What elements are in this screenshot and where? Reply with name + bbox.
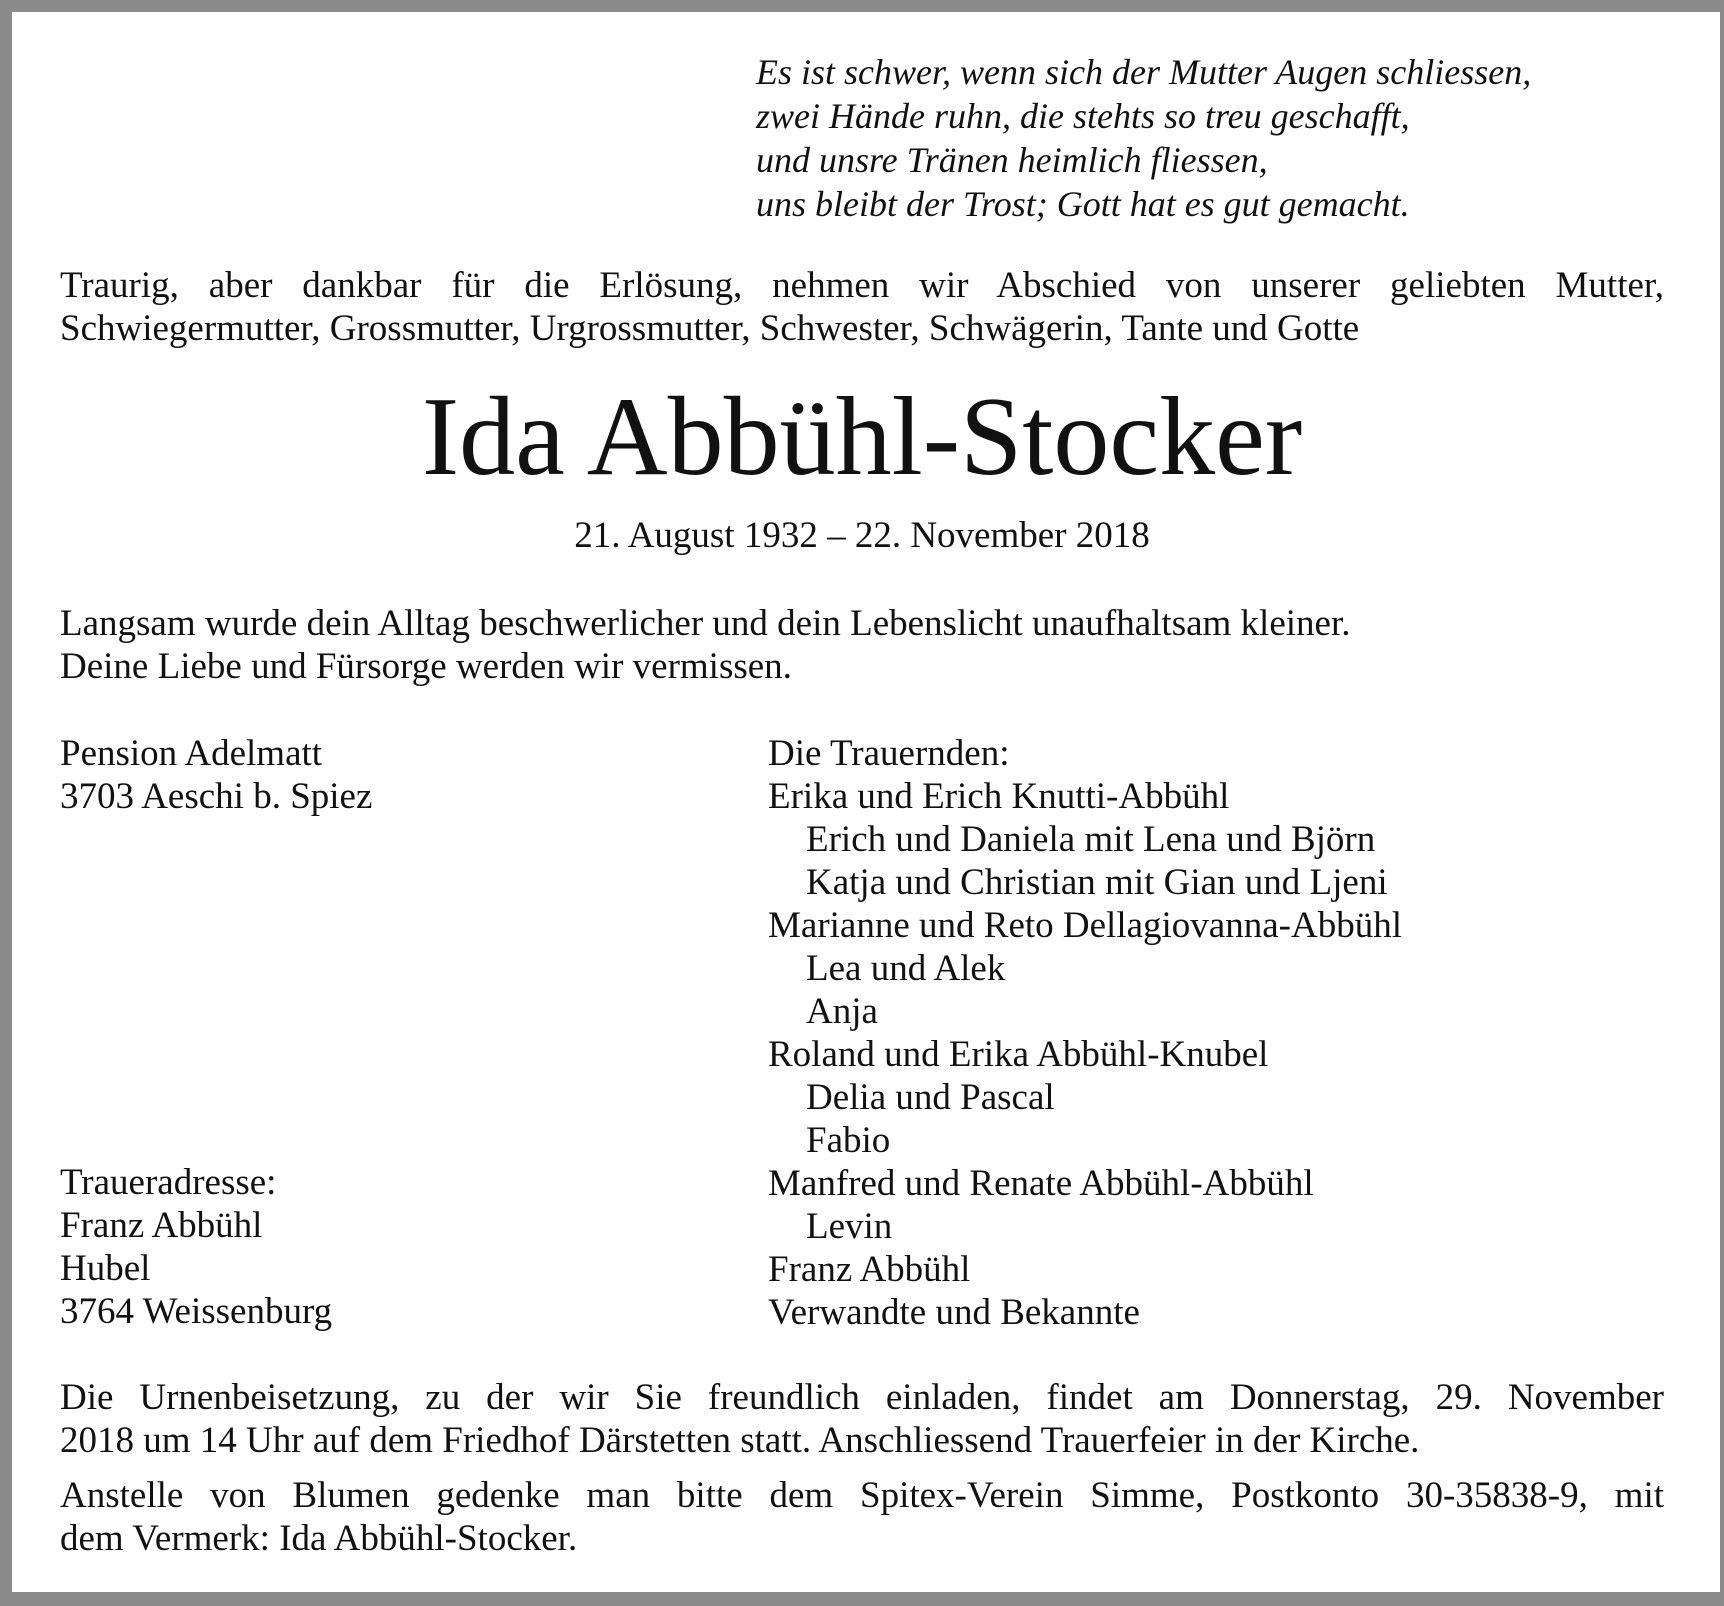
mourner-family-member: Levin: [806, 1206, 893, 1247]
donation-line: Anstelle von Blumen gedenke man bitte dem Spitex-Verein Simme, Postkonto 30-35838-9, mit: [60, 1475, 1664, 1516]
mourner-family-member: Katja und Christian mit Gian und Ljeni: [806, 862, 1388, 903]
mourner-family-member: Lea und Alek: [806, 948, 1006, 989]
mourner-family-member: Delia und Pascal: [806, 1077, 1055, 1118]
intro-line: Traurig, aber dankbar für die Erlösung, nehmen wir Abschied von unserer geliebten Mutter,: [60, 265, 1664, 306]
mourner-family-member: Fabio: [806, 1120, 891, 1161]
mourner-family-head: Marianne und Reto Dellagiovanna-Abbühl: [768, 905, 1402, 946]
donation-line: dem Vermerk: Ida Abbühl-Stocker.: [60, 1518, 578, 1559]
mourners-heading: Die Trauernden:: [768, 733, 1010, 774]
mourner-family-head: Verwandte und Bekannte: [768, 1292, 1140, 1333]
mourner-family-head: Franz Abbühl: [768, 1249, 971, 1290]
intro-line: Schwiegermutter, Grossmutter, Urgrossmutter, Schwester, Schwägerin, Tante und Gotte: [60, 308, 1360, 349]
life-dates: 21. August 1932 – 22. November 2018: [574, 515, 1150, 556]
tribute-line: Deine Liebe und Fürsorge werden wir vermissen.: [60, 646, 792, 687]
deceased-name: Ida Abbühl-Stocker: [421, 375, 1303, 499]
mourning-address-line: Traueradresse:: [60, 1162, 277, 1203]
home-address-line: Pension Adelmatt: [60, 733, 323, 774]
mourner-family-member: Anja: [806, 991, 878, 1032]
mourning-address-line: Franz Abbühl: [60, 1205, 263, 1246]
mourning-address-line: Hubel: [60, 1248, 151, 1289]
home-address-line: 3703 Aeschi b. Spiez: [60, 776, 373, 817]
tribute-line: Langsam wurde dein Alltag beschwerlicher und dein Lebenslicht unaufhaltsam kleiner.: [60, 603, 1351, 644]
mourner-family-head: Erika und Erich Knutti-Abbühl: [768, 776, 1230, 817]
mourning-address-line: 3764 Weissenburg: [60, 1291, 333, 1332]
poem-line: und unsre Tränen heimlich fliessen,: [756, 140, 1268, 180]
burial-line: Die Urnenbeisetzung, zu der wir Sie freundlich einladen, findet am Donnerstag, 29. November: [60, 1377, 1664, 1418]
mourner-family-member: Erich und Daniela mit Lena und Björn: [806, 819, 1376, 860]
mourner-family-head: Manfred und Renate Abbühl-Abbühl: [768, 1163, 1314, 1204]
burial-line: 2018 um 14 Uhr auf dem Friedhof Därstetten statt. Anschliessend Trauerfeier in der Kirche.: [60, 1420, 1420, 1461]
poem-line: Es ist schwer, wenn sich der Mutter Augen schliessen,: [756, 52, 1532, 92]
mourner-family-head: Roland und Erika Abbühl-Knubel: [768, 1034, 1269, 1075]
mourners-list: [768, 775, 1402, 1334]
poem-line: zwei Hände ruhn, die stehts so treu geschafft,: [756, 96, 1410, 136]
poem-line: uns bleibt der Trost; Gott hat es gut gemacht.: [756, 184, 1410, 224]
